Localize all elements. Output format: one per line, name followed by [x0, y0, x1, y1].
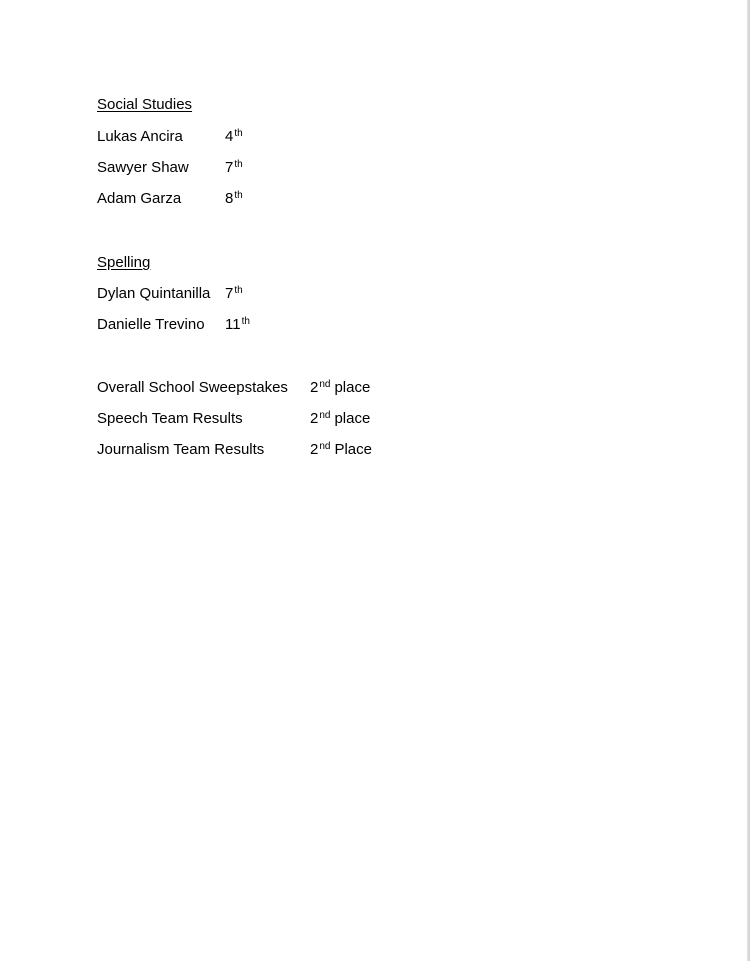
student-name: Lukas Ancira	[97, 128, 183, 145]
team-result-placement: 2nd place	[310, 379, 371, 396]
student-name: Adam Garza	[97, 190, 182, 207]
team-result-placement: 2nd place	[310, 410, 371, 427]
student-rank: 4th	[225, 128, 243, 145]
student-rank: 7th	[225, 285, 243, 302]
student-rank: 8th	[225, 190, 243, 207]
team-result-label: Overall School Sweepstakes	[97, 379, 288, 396]
team-result-placement: 2nd Place	[310, 441, 372, 458]
student-name: Sawyer Shaw	[97, 159, 189, 176]
team-result-label: Journalism Team Results	[97, 441, 265, 458]
spelling-heading: Spelling	[97, 254, 151, 271]
team-result-label: Speech Team Results	[97, 410, 243, 427]
student-rank: 11th	[225, 316, 250, 333]
student-name: Dylan Quintanilla	[97, 285, 211, 302]
student-rank: 7th	[225, 159, 243, 176]
student-name: Danielle Trevino	[97, 316, 205, 333]
social-studies-heading: Social Studies	[97, 96, 193, 113]
